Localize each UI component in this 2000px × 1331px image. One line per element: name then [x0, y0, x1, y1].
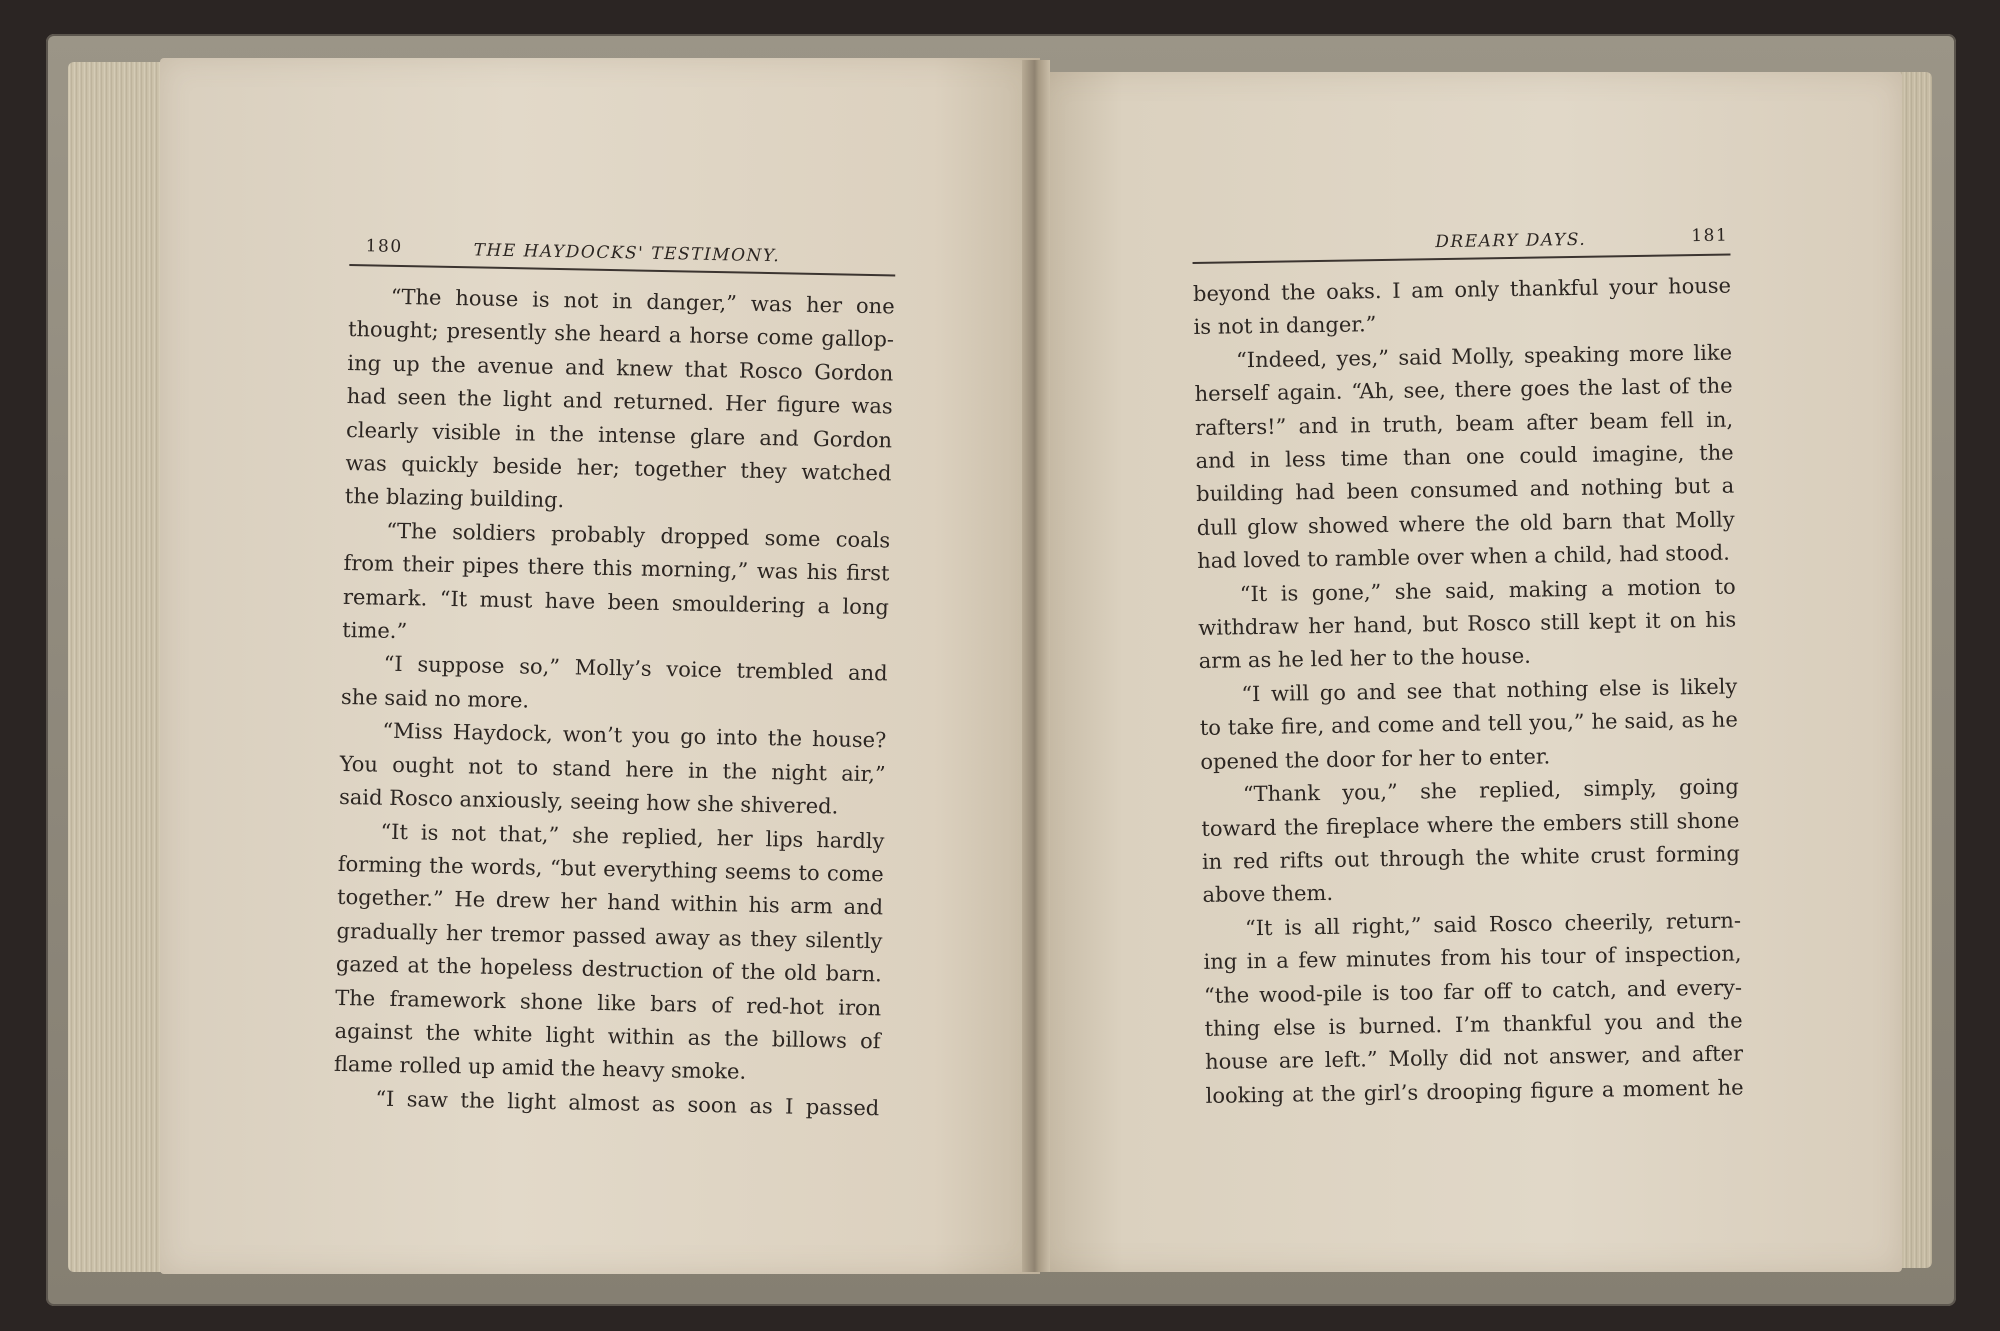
text-line: “Indeed, yes,” said Molly, speaking more like [1235, 340, 1733, 373]
text-line: The framework shone like bars of red-hot iron [335, 985, 882, 1020]
left-page-number: 180 [365, 236, 403, 258]
text-line: and in less time than one could imagine, the [1195, 440, 1734, 474]
text-line: “The soldiers probably dropped some coals [386, 518, 891, 553]
text-line: opened the door for her to enter. [1200, 744, 1551, 774]
right-running-title: DREARY DAYS. [1435, 229, 1587, 253]
text-line: had seen the light and returned. Her figure was [346, 384, 893, 419]
text-line: “I suppose so,” Molly’s voice trembled and [383, 652, 888, 686]
right-running-head [1192, 220, 1730, 264]
text-line: said Rosco anxiously, seeing how she shivered. [338, 784, 839, 819]
text-line: had loved to ramble over when a child, had stood. [1197, 540, 1731, 574]
text-line: withdraw her hand, but Rosco still kept it on his [1198, 607, 1737, 641]
text-line: is not in danger.” [1193, 312, 1377, 340]
text-line: house are left.” Molly did not answer, and after [1204, 1041, 1744, 1075]
text-line: ing in a few minutes from his tour of inspection, [1203, 941, 1742, 975]
text-line: forming the words, “but everything seems to come [337, 851, 884, 887]
text-line: “It is gone,” she said, making a motion to [1239, 574, 1736, 606]
text-line: herself again. “Ah, see, there goes the last of the [1194, 373, 1733, 407]
text-line: together.” He drew her hand within his arm and [336, 885, 884, 920]
right-body-text [1193, 270, 1744, 1114]
text-line: looking at the girl’s drooping figure a moment he [1205, 1075, 1744, 1108]
text-line: gradually her tremor passed away as they silently [336, 918, 883, 954]
text-line: to take fire, and come and tell you,” he said, as he [1199, 707, 1738, 741]
text-line: “The house is not in danger,” was her one [390, 284, 895, 319]
text-line: ing up the avenue and knew that Rosco Gordon [347, 350, 894, 386]
text-line: against the white light within as the billows of [334, 1018, 881, 1054]
text-line: building had been consumed and nothing but a [1195, 473, 1735, 507]
text-line: was quickly beside her; together they watched [345, 450, 892, 486]
text-line: she said no more. [340, 684, 530, 713]
text-line: “Thank you,” she replied, simply, going [1242, 774, 1740, 807]
text-line: flame rolled up amid the heavy smoke. [333, 1052, 747, 1085]
text-line: arm as he led her to the house. [1198, 644, 1532, 674]
text-line: “It is all right,” said Rosco cheerily, return- [1244, 908, 1742, 940]
right-page-number: 181 [1691, 225, 1729, 247]
text-line: rafters!” and in truth, beam after beam fell in, [1194, 407, 1734, 440]
text-line: in red rifts out through the white crust forming [1201, 841, 1741, 874]
right-page-text [1192, 220, 1744, 1113]
text-line: You ought not to stand here in the night air,” [339, 751, 886, 787]
text-line: remark. “It must have been smouldering a long [342, 584, 890, 620]
book-gutter [1022, 60, 1050, 1272]
text-line: thought; presently she heard a horse come gallop- [347, 317, 895, 352]
text-line: “I saw the light almost as soon as I passed [375, 1086, 880, 1121]
text-line: “I will go and see that nothing else is likely [1241, 674, 1738, 707]
text-line: above them. [1202, 881, 1334, 908]
text-line: time.” [342, 617, 408, 644]
left-page-text [333, 230, 896, 1125]
text-line: the blazing building. [344, 484, 565, 513]
left-body-text [333, 280, 895, 1125]
text-line: gazed at the hopeless destruction of the old barn. [335, 951, 883, 987]
text-line: “It is not that,” she replied, her lips hardly [380, 819, 885, 853]
text-line: clearly visible in the intense glare and Gordon [345, 417, 893, 453]
text-line: dull glow showed where the old barn that Molly [1196, 507, 1735, 540]
text-line: beyond the oaks. I am only thankful your house [1192, 273, 1732, 306]
text-line: “the wood-pile is too far off to catch, and every- [1203, 974, 1743, 1008]
left-running-title: THE HAYDOCKS' TESTIMONY. [473, 240, 781, 267]
text-line: thing else is burned. I’m thankful you and the [1204, 1008, 1743, 1041]
text-line: “Miss Haydock, won’t you go into the house? [382, 718, 887, 753]
text-line: toward the fireplace where the embers still shone [1201, 807, 1740, 841]
text-line: from their pipes there this morning,” was his first [343, 551, 890, 586]
